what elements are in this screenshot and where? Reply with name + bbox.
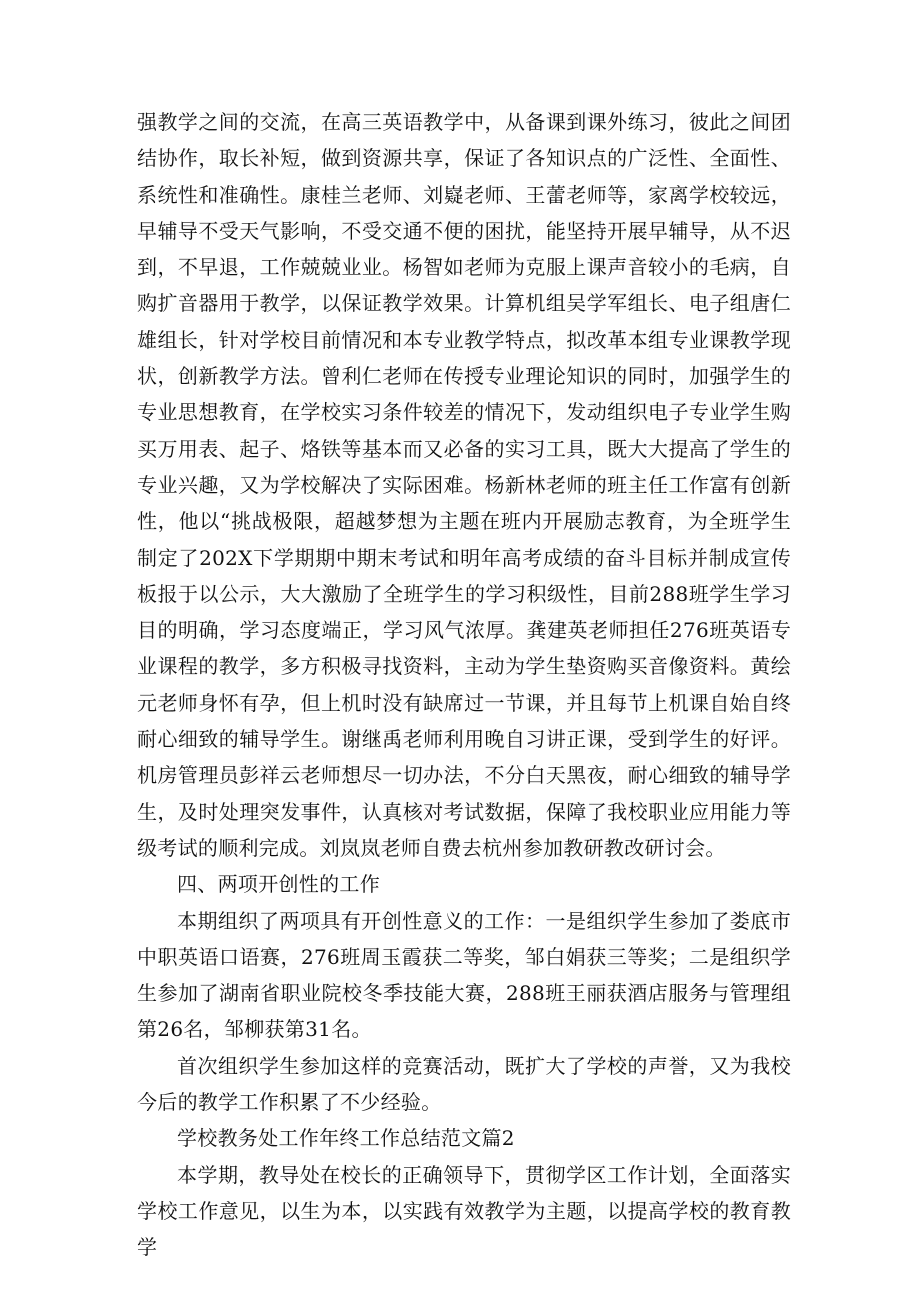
paragraph-competitions: 本期组织了两项具有开创性意义的工作：一是组织学生参加了娄底市中职英语口语赛，276班周玉霞获二等奖，邹白娟获三等奖；二是组织学生参加了湖南省职业院校冬季技能大赛，288班王丽获酒店服务与管理组第26名，邹柳获第31名。 bbox=[137, 908, 791, 1042]
section-heading-four: 四、两项开创性的工作 bbox=[177, 872, 380, 897]
paragraph-teacher-achievements: 强教学之间的交流，在高三英语教学中，从备课到课外练习，彼此之间团结协作，取长补短，做到资源共享，保证了各知识点的广泛性、全面性、系统性和准确性。康桂兰老师、刘嶷老师、王蕾老师等，家离学校较远，早辅导不受天气影响，不受交通不便的困扰，能坚持开展早辅导，从不迟到，不早退，工作兢兢业业。杨智如老师为克服上课声音较小的毛病，自购扩音器用于教学，以保证教学效果。计算机组吴学军组长、电子组唐仁雄组长，针对学校目前情况和本专业教学特点，拟改革本组专业课教学现状，创新教学方法。曾利仁老师在传授专业理论知识的同时，加强学生的专业思想教育，在学校实习条件较差的情况下，发动组织电子专业学生购买万用表、起子、烙铁等基本而又必备的实习工具，既大大提高了学生的专业兴趣，又为学校解决了实际困难。杨新林老师的班主任工作富有创新性，他以“挑战极限，超越梦想为主题在班内开展励志教育，为全班学生制定了202X下学期期中期末考试和明年高考成绩的奋斗目标并制成宣传板报于以公示，大大激励了全班学生的学习积级性，目前288班学生学习目的明确，学习态度端正，学习风气浓厚。龚建英老师担任276班英语专业课程的教学，多方积极寻找资料，主动为学生垫资购买音像资料。黄绘元老师身怀有孕，但上机时没有缺席过一节课，并且每节上机课自始自终耐心细致的辅导学生。谢继禹老师利用晚自习讲正课，受到学生的好评。机房管理员彭祥云老师想尽一切办法，不分白天黑夜，耐心细致的辅导学生，及时处理突发事件，认真核对考试数据，保障了我校职业应用能力等级考试的顺利完成。刘岚岚老师自费去杭州参加教研教改研讨会。 bbox=[137, 110, 791, 860]
document-body bbox=[137, 104, 791, 1266]
paragraph-competition-benefits: 首次组织学生参加这样的竞赛活动，既扩大了学校的声誉，又为我校今后的教学工作积累了不少经验。 bbox=[137, 1053, 791, 1115]
paragraph-semester-intro: 本学期，教导处在校长的正确领导下，贯彻学区工作计划，全面落实学校工作意见，以生为本，以实践有效教学为主题，以提高学校的教育教学 bbox=[137, 1162, 791, 1260]
article-title-part-2: 学校教务处工作年终工作总结范文篇2 bbox=[177, 1126, 515, 1151]
